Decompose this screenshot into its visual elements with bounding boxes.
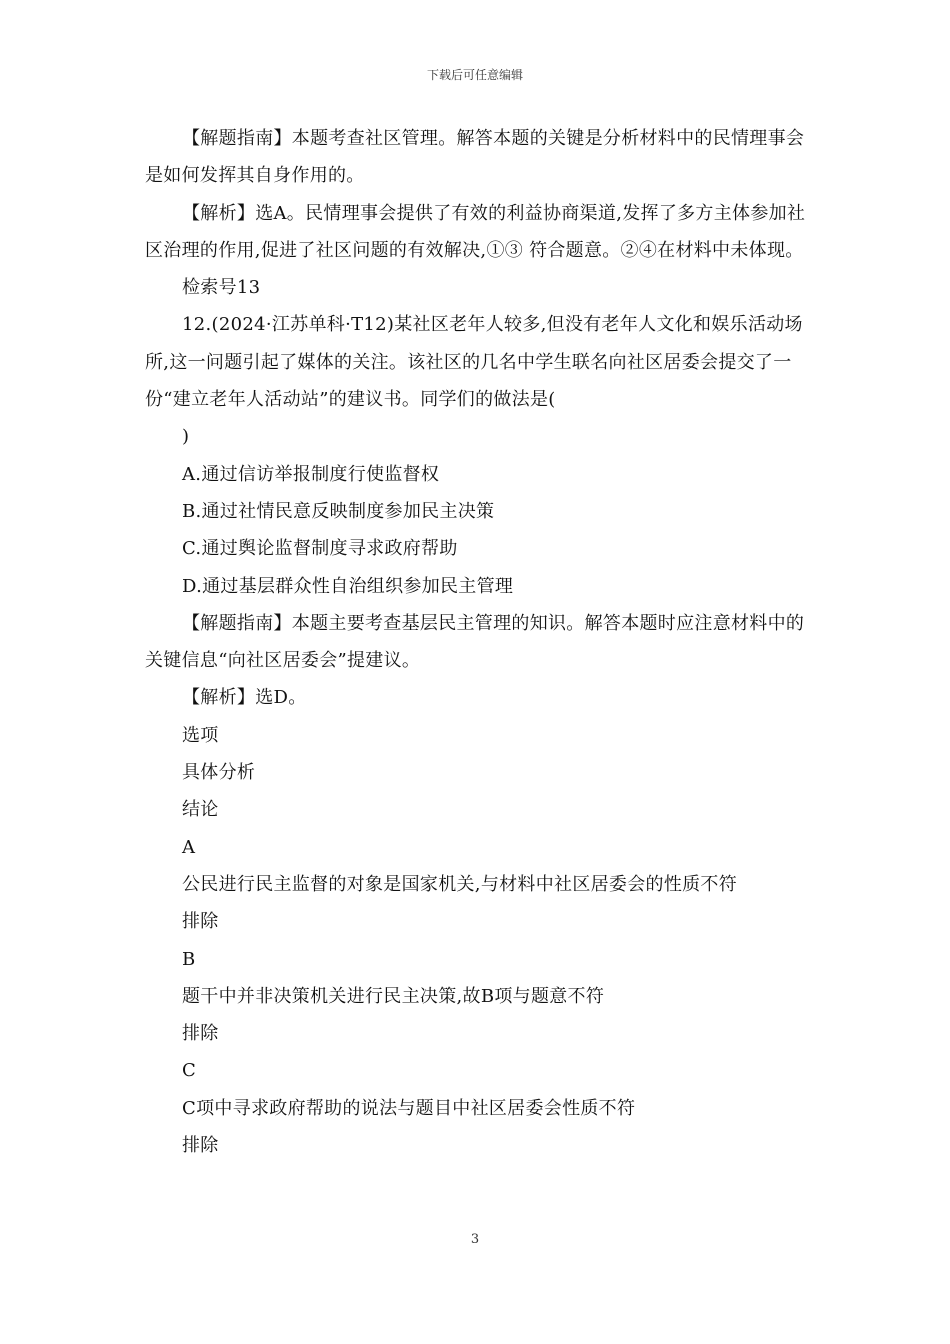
page-header: 下载后可任意编辑 (426, 68, 523, 82)
paragraph-analysis-2: 【解析】选D。 (182, 687, 307, 709)
paragraph-guide-1: 【解题指南】本题考查社区管理。解答本题的关键是分析材料中的民情理事会是如何发挥其自身作用的。 (145, 128, 805, 187)
table-header-analysis: 具体分析 (182, 762, 256, 784)
table-row-a-conclusion: 排除 (182, 911, 219, 933)
document-body (145, 120, 810, 1164)
paragraph-analysis-1: 【解析】选A。民情理事会提供了有效的利益协商渠道,发挥了多方主体参加社区治理的作用,促进了社区问题的有效解决,①③ 符合题意。②④在材料中未体现。 (145, 202, 806, 261)
table-row-a-analysis: 公民进行民主监督的对象是国家机关,与材料中社区居委会的性质不符 (182, 873, 738, 895)
table-row-c-analysis: C项中寻求政府帮助的说法与题目中社区居委会性质不符 (182, 1097, 636, 1119)
option-b: B.通过社情民意反映制度参加民主决策 (182, 500, 495, 522)
option-a: A.通过信访举报制度行使监督权 (182, 463, 440, 485)
table-header-option: 选项 (182, 724, 219, 746)
question-12-stem: 12.(2024·江苏单科·T12)某社区老年人较多,但没有老年人文化和娱乐活动场所,这一问题引起了媒体的关注。该社区的几名中学生联名向社区居委会提交了一份“建立老年人活动站”的建议书。同学们的做法是( (145, 314, 803, 411)
table-header-conclusion: 结论 (182, 799, 219, 821)
table-row-b-analysis: 题干中并非决策机关进行民主决策,故B项与题意不符 (182, 985, 605, 1007)
table-row-c-option: C (182, 1060, 197, 1082)
question-12-paren: ) (182, 426, 190, 448)
table-row-b-option: B (182, 948, 196, 970)
paragraph-guide-2: 【解题指南】本题主要考查基层民主管理的知识。解答本题时应注意材料中的关键信息“向社区居委会”提建议。 (145, 612, 805, 672)
option-d: D.通过基层群众性自治组织参加民主管理 (182, 575, 514, 597)
option-c: C.通过舆论监督制度寻求政府帮助 (182, 538, 458, 560)
table-row-c-conclusion: 排除 (182, 1135, 219, 1157)
retrieval-number: 检索号13 (182, 277, 261, 299)
page-number: 3 (470, 1232, 480, 1247)
table-row-a-option: A (182, 836, 196, 858)
table-row-b-conclusion: 排除 (182, 1023, 219, 1045)
